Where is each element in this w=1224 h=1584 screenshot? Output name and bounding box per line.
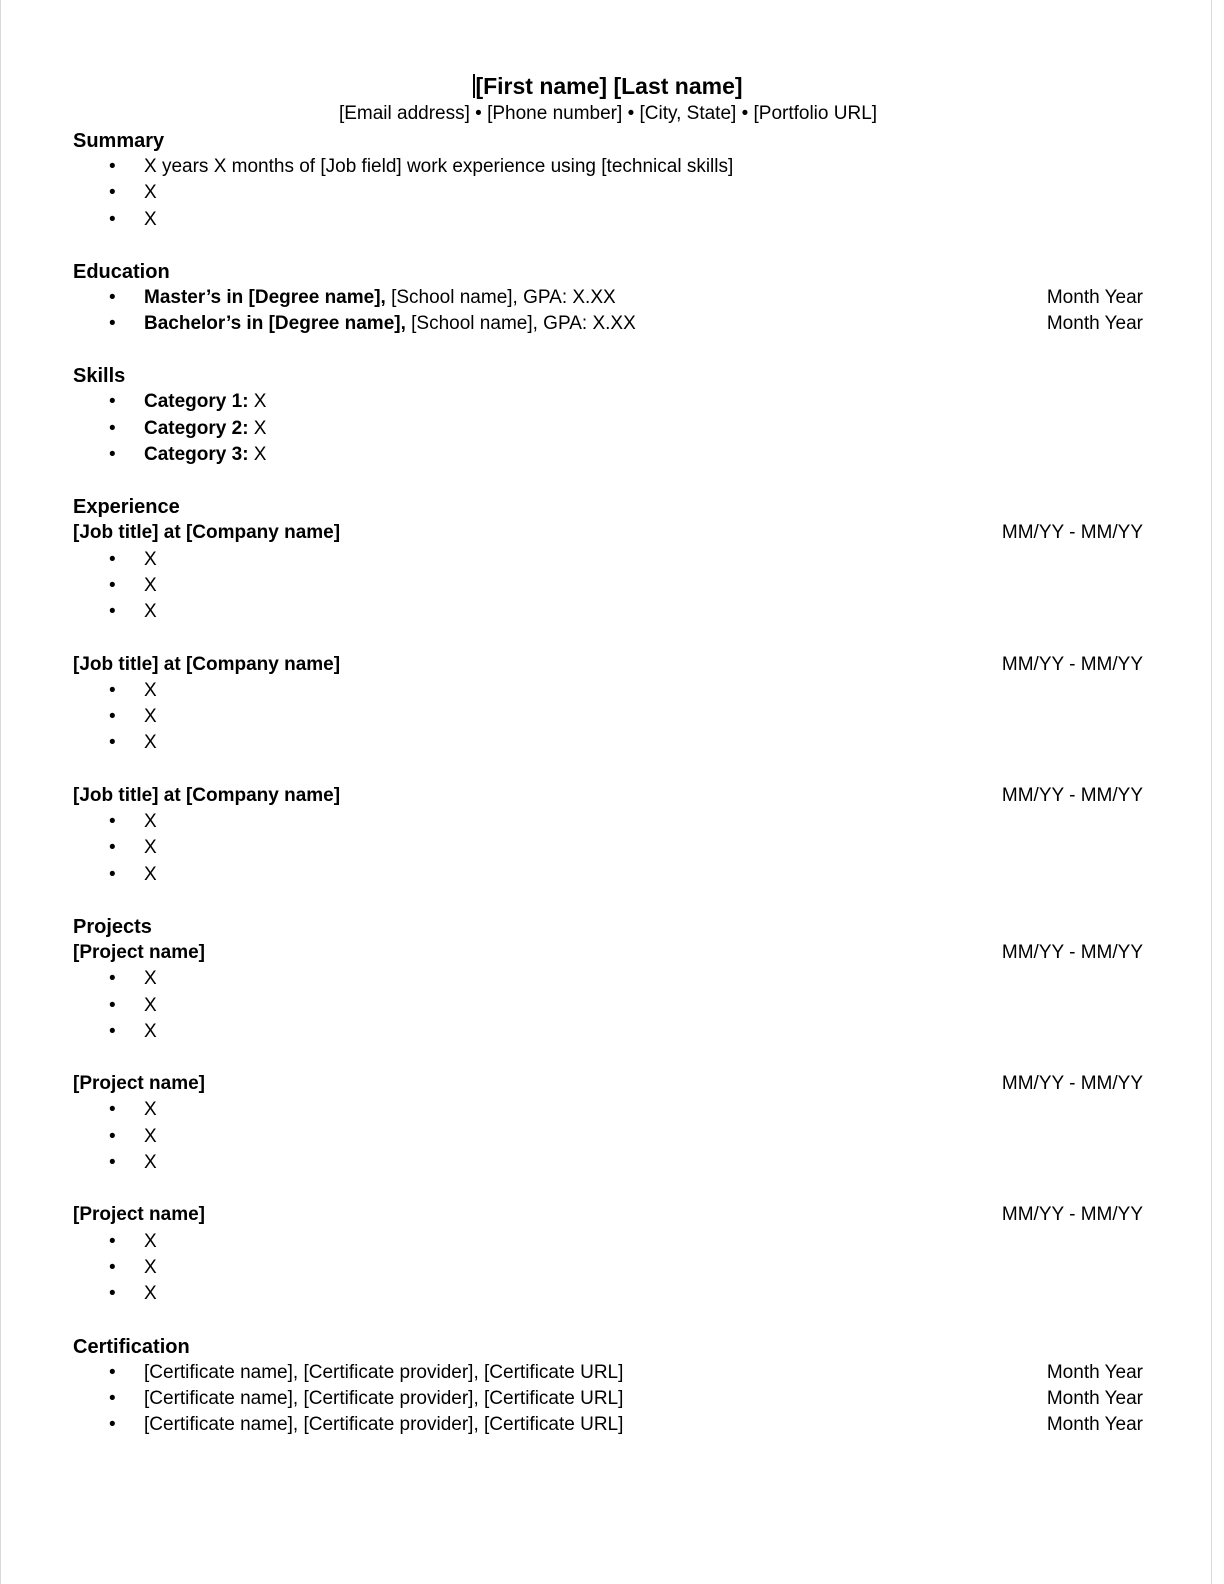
skill-item[interactable] [73,416,1143,442]
education-heading[interactable]: Education [73,260,170,283]
skill-category: Category 3: [144,444,249,466]
education-date: Month Year [1046,313,1143,335]
project-bullet[interactable]: • X [73,1229,1143,1255]
job-bullet[interactable]: • X [73,704,1143,730]
job-title: [Job title] at [Company name] [73,784,341,806]
summary-item[interactable]: • X [73,207,1143,233]
job-bullet[interactable]: • X [73,730,1143,756]
spacer [73,337,1143,363]
job-bullets [73,678,1143,757]
job-bullet[interactable]: • X [73,809,1143,835]
project-header[interactable] [73,1071,1143,1097]
certification-item[interactable] [73,1412,1143,1438]
education-list [73,285,1143,338]
project-bullet[interactable]: • X [73,1150,1143,1176]
projects-heading[interactable]: Projects [73,915,152,938]
education-item[interactable] [73,285,1143,311]
certificate-text: • [Certificate name], [Certificate provider], [Certificate URL] [144,1361,624,1383]
job-bullet[interactable]: • X [73,835,1143,861]
project-header[interactable] [73,1202,1143,1228]
education-item[interactable] [73,311,1143,337]
spacer [73,1045,1143,1071]
job-title: [Job title] at [Company name] [73,522,341,544]
certification-item[interactable] [73,1386,1143,1412]
job-bullet[interactable]: • X [73,678,1143,704]
summary-item[interactable]: • X [73,180,1143,206]
project-bullet[interactable]: • X [73,1281,1143,1307]
project-bullet[interactable]: • X [73,1124,1143,1150]
skill-value: X [248,391,267,413]
project-bullets [73,1229,1143,1308]
job-bullet[interactable]: • X [73,573,1143,599]
project-name: [Project name] [73,941,205,963]
project-bullet[interactable]: • X [73,1019,1143,1045]
education-date: Month Year [1046,286,1143,308]
job-title: [Job title] at [Company name] [73,653,341,675]
spacer [73,468,1143,494]
skill-item[interactable] [73,389,1143,415]
summary-item[interactable]: • X years X months of [Job field] work experience using [technical skills] [73,154,1143,180]
project-bullet[interactable]: • X [73,966,1143,992]
summary-heading[interactable]: Summary [73,130,165,152]
resume-body[interactable] [73,72,1143,1438]
certification-item[interactable] [73,1360,1143,1386]
project-bullets [73,1097,1143,1176]
spacer [73,233,1143,259]
job-dates: MM/YY - MM/YY [1001,522,1143,544]
school-detail: [School name], GPA: X.XX [405,313,636,335]
project-bullets [73,966,1143,1045]
job-bullet[interactable]: • X [73,862,1143,888]
certificate-date: Month Year [1046,1361,1143,1383]
project-header[interactable] [73,940,1143,966]
job-header[interactable] [73,783,1143,809]
skill-value: X [248,444,267,466]
summary-list [73,154,1143,233]
skill-value: X [248,417,267,439]
skill-category: Category 2: [144,417,249,439]
job-header[interactable] [73,520,1143,546]
resume-name[interactable]: [First name] [Last name] [475,73,743,99]
skill-item[interactable] [73,442,1143,468]
certificate-text: • [Certificate name], [Certificate provider], [Certificate URL] [144,1387,624,1409]
certification-list [73,1360,1143,1439]
experience-heading[interactable]: Experience [73,496,180,519]
project-bullet[interactable]: • X [73,993,1143,1019]
project-name: [Project name] [73,1204,205,1226]
spacer [73,757,1143,783]
certification-heading[interactable]: Certification [73,1335,190,1358]
skills-list [73,389,1143,468]
job-dates: MM/YY - MM/YY [1001,653,1143,675]
certificate-date: Month Year [1046,1414,1143,1436]
project-dates: MM/YY - MM/YY [1001,1073,1143,1095]
project-bullet[interactable]: • X [73,1097,1143,1123]
job-bullets [73,547,1143,626]
spacer [73,1176,1143,1202]
certificate-text: • [Certificate name], [Certificate provider], [Certificate URL] [144,1414,624,1436]
job-bullet[interactable]: • X [73,599,1143,625]
project-dates: MM/YY - MM/YY [1001,941,1143,963]
contact-line[interactable]: [Email address] • [Phone number] • [City, State] • [Portfolio URL] [338,103,878,124]
job-bullets [73,809,1143,888]
skill-category: Category 1: [144,391,249,413]
certificate-date: Month Year [1046,1387,1143,1409]
spacer [73,1308,1143,1334]
job-dates: MM/YY - MM/YY [1001,784,1143,806]
project-name: [Project name] [73,1073,205,1095]
degree-name: Bachelor’s in [Degree name], [144,313,406,335]
skills-heading[interactable]: Skills [73,365,126,388]
degree-name: Master’s in [Degree name], [144,286,386,308]
project-dates: MM/YY - MM/YY [1001,1204,1143,1226]
spacer [73,888,1143,914]
job-bullet[interactable]: • X [73,547,1143,573]
job-header[interactable] [73,652,1143,678]
school-detail: [School name], GPA: X.XX [385,286,616,308]
spacer [73,626,1143,652]
project-bullet[interactable]: • X [73,1255,1143,1281]
